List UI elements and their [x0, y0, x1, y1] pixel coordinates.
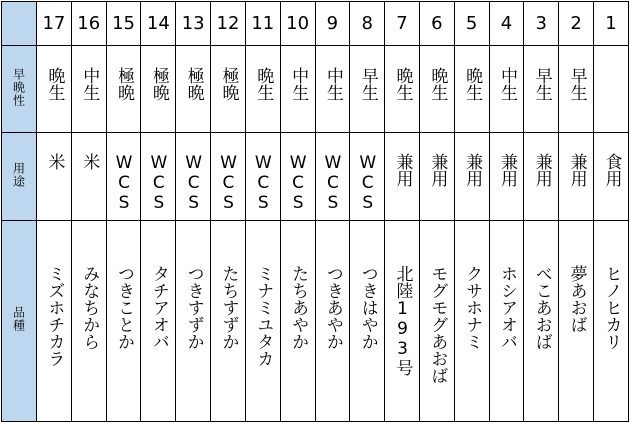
use-text: WCS	[357, 153, 378, 213]
label-use-text: 用途	[11, 161, 26, 188]
column-number: 13	[181, 13, 205, 34]
cell-number	[315, 2, 350, 46]
cell-variety	[315, 221, 350, 422]
cell-early-late	[454, 46, 489, 133]
cell-number	[419, 2, 454, 46]
cell-number	[211, 2, 246, 46]
cell-early-late	[489, 46, 524, 133]
row-use	[2, 133, 629, 221]
column-number: 2	[570, 13, 582, 34]
cell-variety	[594, 221, 629, 422]
early-late-text: 早生	[566, 67, 587, 101]
label-early-late	[2, 46, 37, 133]
cell-number	[176, 2, 211, 46]
cell-number	[489, 2, 524, 46]
variety-name: ミナミユタカ	[253, 265, 274, 367]
cell-use	[419, 133, 454, 221]
variety-name: ホシアオバ	[496, 265, 517, 350]
early-late-text: 中生	[288, 67, 309, 101]
cell-use	[106, 133, 141, 221]
cell-use	[454, 133, 489, 221]
use-text: WCS	[183, 153, 204, 213]
cell-use	[315, 133, 350, 221]
cell-early-late	[211, 46, 246, 133]
cell-use	[594, 133, 629, 221]
variety-name: たちあやか	[288, 265, 309, 350]
column-number: 15	[112, 13, 135, 34]
column-number: 1	[605, 13, 617, 34]
early-late-text: 極晩	[218, 67, 239, 101]
use-text: WCS	[114, 153, 135, 213]
cell-use	[211, 133, 246, 221]
cell-number	[245, 2, 280, 46]
cell-use	[280, 133, 315, 221]
column-number: 5	[465, 13, 478, 34]
column-number: 17	[42, 13, 66, 34]
cell-number	[594, 2, 629, 46]
cell-number	[454, 2, 489, 46]
label-early-late-text: 早晩性	[11, 67, 26, 107]
cell-variety	[419, 221, 454, 422]
column-number: 8	[361, 13, 373, 34]
early-late-text: 晩生	[44, 67, 65, 101]
use-text: WCS	[253, 153, 274, 213]
early-late-text: 中生	[496, 67, 517, 101]
cell-variety	[385, 221, 420, 422]
column-number: 14	[146, 13, 170, 34]
cell-variety	[141, 221, 176, 422]
variety-name: 夢あおば	[566, 265, 587, 333]
cell-variety	[280, 221, 315, 422]
cell-early-late	[37, 46, 72, 133]
cell-variety	[176, 221, 211, 422]
cell-early-late	[524, 46, 559, 133]
cell-variety	[211, 221, 246, 422]
column-number: 16	[77, 13, 101, 34]
column-number: 10	[286, 13, 310, 34]
cell-number	[524, 2, 559, 46]
use-text: 兼用	[566, 153, 587, 187]
cell-early-late	[280, 46, 315, 133]
cell-number	[350, 2, 385, 46]
cell-variety	[454, 221, 489, 422]
variety-name: クサホナミ	[462, 265, 483, 350]
cell-early-late	[385, 46, 420, 133]
use-text: 米	[79, 153, 100, 170]
column-number: 12	[216, 13, 240, 34]
label-use	[2, 133, 37, 221]
use-text: WCS	[288, 153, 309, 213]
early-late-text: 中生	[79, 67, 100, 101]
column-number: 9	[326, 13, 339, 34]
cell-early-late	[71, 46, 106, 133]
cell-variety	[350, 221, 385, 422]
early-late-text: 極晩	[114, 67, 135, 101]
cell-number	[106, 2, 141, 46]
variety-name: つきすずか	[183, 265, 204, 350]
cell-number	[280, 2, 315, 46]
cell-use	[559, 133, 594, 221]
use-text: WCS	[148, 153, 169, 213]
variety-name: つきあやか	[322, 265, 343, 350]
column-number: 4	[500, 13, 513, 34]
cell-use	[141, 133, 176, 221]
cell-variety	[37, 221, 72, 422]
use-text: 兼用	[496, 153, 517, 187]
cell-variety	[524, 221, 559, 422]
variety-name: 北陸193号	[392, 265, 413, 376]
cell-use	[524, 133, 559, 221]
early-late-text: 早生	[531, 67, 552, 101]
variety-name: モグモグあおば	[427, 265, 448, 384]
cell-early-late	[141, 46, 176, 133]
use-text: 兼用	[462, 153, 483, 187]
variety-name: たちすずか	[218, 265, 239, 350]
cell-early-late	[559, 46, 594, 133]
cell-use	[71, 133, 106, 221]
use-text: 兼用	[531, 153, 552, 187]
early-late-text: 晩生	[253, 67, 274, 101]
row-variety	[2, 221, 629, 422]
cell-early-late	[176, 46, 211, 133]
column-number: 11	[251, 13, 275, 34]
cell-early-late	[315, 46, 350, 133]
early-late-text: 極晩	[183, 67, 204, 101]
label-variety-text: 品種	[11, 306, 26, 332]
use-text: 食用	[601, 153, 622, 187]
cell-early-late	[419, 46, 454, 133]
use-text: 兼用	[392, 153, 413, 187]
variety-name: ミズホチカラ	[44, 265, 65, 367]
cell-use	[37, 133, 72, 221]
variety-name: つきことか	[114, 265, 135, 350]
cell-early-late	[594, 46, 629, 133]
column-number: 3	[535, 13, 547, 34]
cell-variety	[245, 221, 280, 422]
use-text: 米	[44, 153, 65, 170]
cell-early-late	[245, 46, 280, 133]
cell-number	[71, 2, 106, 46]
cell-early-late	[350, 46, 385, 133]
variety-name: みなちから	[79, 265, 100, 350]
cell-early-late	[106, 46, 141, 133]
cell-number	[385, 2, 420, 46]
row-numbers	[2, 2, 629, 46]
label-variety	[2, 221, 37, 422]
cell-number	[37, 2, 72, 46]
early-late-text: 晩生	[427, 67, 448, 101]
label-numbers	[2, 2, 37, 46]
cell-variety	[559, 221, 594, 422]
column-number: 6	[431, 13, 443, 34]
use-text: WCS	[218, 153, 239, 213]
variety-name: べこあおば	[531, 265, 552, 350]
variety-name: つきはやか	[357, 265, 378, 350]
row-early-late	[2, 46, 629, 133]
use-text: 兼用	[427, 153, 448, 187]
cell-use	[245, 133, 280, 221]
cell-use	[489, 133, 524, 221]
cell-variety	[71, 221, 106, 422]
early-late-text: 極晩	[148, 67, 169, 101]
variety-name: ヒノヒカリ	[601, 265, 622, 350]
early-late-text: 晩生	[392, 67, 413, 101]
cell-use	[350, 133, 385, 221]
cell-variety	[489, 221, 524, 422]
early-late-text: 早生	[357, 67, 378, 101]
variety-name: タチアオバ	[148, 265, 169, 350]
use-text: WCS	[322, 153, 343, 213]
early-late-text: 中生	[322, 67, 343, 101]
cell-use	[176, 133, 211, 221]
cell-number	[141, 2, 176, 46]
cell-use	[385, 133, 420, 221]
early-late-text: 晩生	[462, 67, 483, 101]
cell-number	[559, 2, 594, 46]
rice-variety-table	[1, 1, 629, 422]
column-number: 7	[396, 13, 408, 34]
cell-variety	[106, 221, 141, 422]
